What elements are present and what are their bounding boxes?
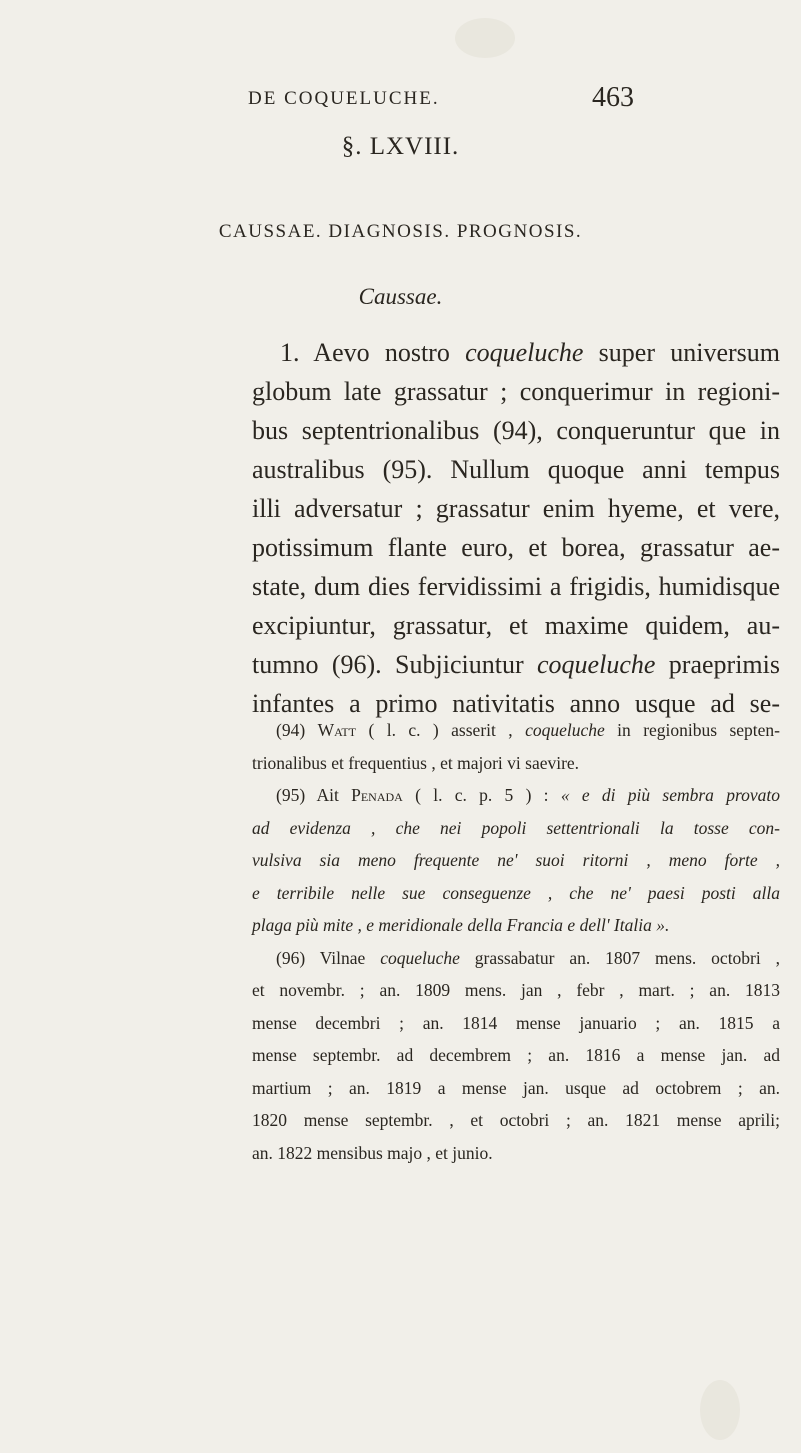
footnote-96: (96) Vilnae coqueluche grassabatur an. 1807 mens. octobri ,	[276, 947, 781, 968]
subsection-heading: Caussae.	[358, 284, 443, 309]
footnote-line: trionalibus et frequentius , et majori vi saevire.	[252, 752, 580, 773]
paper-stain	[700, 1380, 740, 1440]
footnote-line: plaga più mite , e meridionale della Francia e dell' Italia ».	[252, 915, 670, 935]
footnote-line: 1820 mense septembr. , et octobri ; an. 1821 mense aprili;	[252, 1110, 780, 1130]
footnote-line: an. 1822 mensibus majo , et junio.	[252, 1142, 493, 1163]
body-paragraph	[252, 333, 780, 723]
footnote-line: ad evidenza , che nei popoli settentrionali la tosse con-	[252, 817, 780, 838]
footnote-line: vulsiva sia meno frequente ne' suoi ritorni , meno forte ,	[252, 850, 780, 870]
paper-stain	[455, 18, 515, 58]
footnote-mark: (96)	[276, 947, 306, 968]
footnote-line: mense septembr. ad decembrem ; an. 1816 a mense jan. ad	[252, 1045, 780, 1065]
body-line: state, dum dies fervidissimi a frigidis, humidisque	[252, 572, 780, 601]
page-number: 463	[592, 82, 634, 113]
body-line: 1. Aevo nostro coqueluche super universum	[280, 338, 780, 367]
footnote-line: et novembr. ; an. 1809 mens. jan , febr , mart. ; an. 1813	[252, 980, 780, 1000]
footnote-author: Penada	[351, 785, 403, 805]
running-title: DE COQUELUCHE.	[248, 88, 440, 109]
body-line: tumno (96). Subjiciuntur coqueluche praeprimis	[252, 650, 780, 679]
body-line: bus septentrionalibus (94), conqueruntur que in	[252, 416, 780, 445]
footnote-mark: (95)	[276, 785, 306, 805]
footnote-line: e terribile nelle sue conseguenze , che ne' paesi posti alla	[252, 882, 780, 903]
footnote-line: martium ; an. 1819 a mense jan. usque ad octobrem ; an.	[252, 1077, 780, 1098]
footnote-mark: (94)	[276, 720, 306, 740]
body-line: excipiuntur, grassatur, et maxime quidem, au-	[252, 611, 780, 640]
section-heading: §. LXVIII.	[341, 133, 460, 160]
footnote-author: Watt	[317, 720, 357, 740]
body-line: australibus (95). Nullum quoque anni tempus	[252, 455, 780, 484]
body-line: potissimum flante euro, et borea, grassatur ae-	[252, 533, 780, 562]
body-line: globum late grassatur ; conquerimur in regioni-	[252, 377, 780, 406]
body-line: infantes a primo nativitatis anno usque ad se-	[252, 689, 780, 718]
footnote-line: mense decembri ; an. 1814 mense januario ; an. 1815 a	[252, 1012, 780, 1033]
footnote-95: (95) Ait Penada ( l. c. p. 5 ) : « e di più sembra provato	[276, 785, 780, 805]
footnote-94: (94) Watt ( l. c. ) asserit , coqueluche in regionibus septen-	[276, 720, 781, 740]
footnotes	[252, 714, 780, 1169]
body-line: illi adversatur ; grassatur enim hyeme, et vere,	[252, 494, 780, 523]
running-head	[0, 82, 801, 122]
section-subtitle: CAUSSAE. DIAGNOSIS. PROGNOSIS.	[218, 221, 583, 242]
